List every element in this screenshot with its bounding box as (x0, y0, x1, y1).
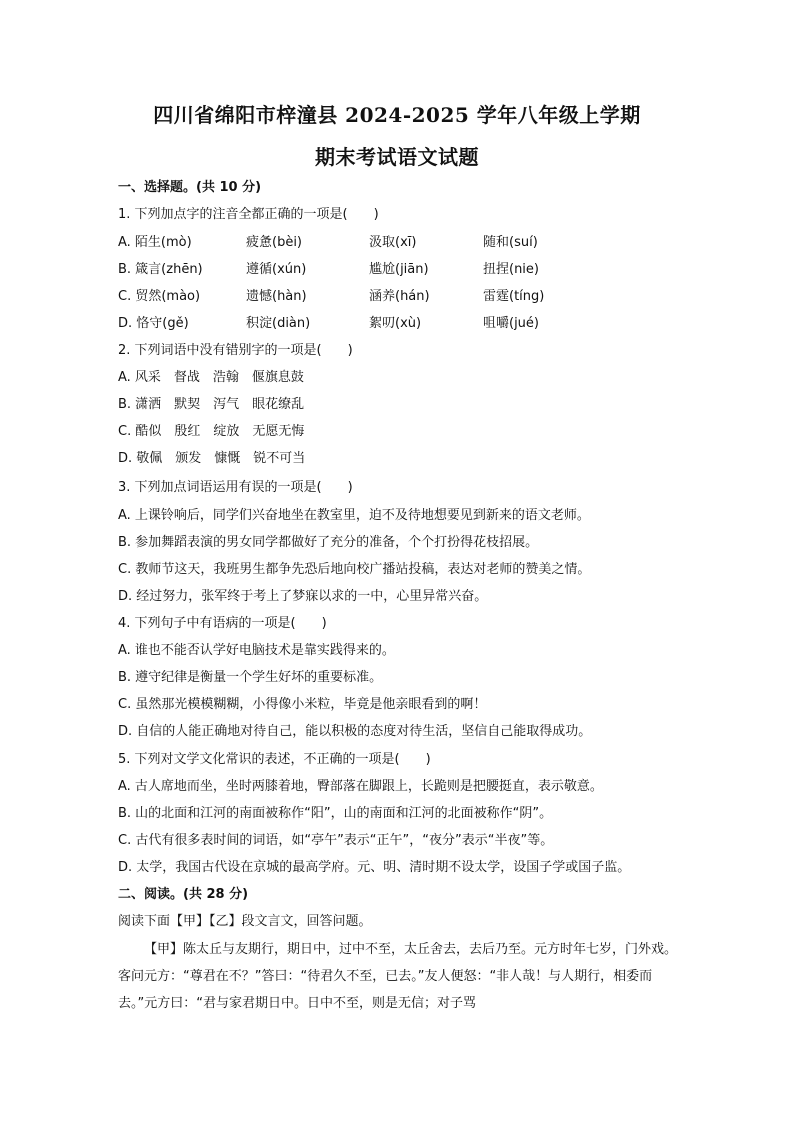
q5-option-a: A. 古人席地而坐，坐时两膝着地，臀部落在脚跟上，长跪则是把腰挺直，表示敬意。 (118, 779, 603, 794)
q2-option-c: C. 酷似 殷红 绽放 无愿无悔 (118, 424, 305, 439)
q4-option-d: D. 自信的人能正确地对待自己，能以积极的态度对待生活，坚信自己能取得成功。 (118, 724, 592, 739)
section2-heading: 二、阅读。(共 28 分) (118, 887, 249, 902)
q3-option-d: D. 经过努力，张军终于考上了梦寐以求的一中，心里异常兴奋。 (118, 589, 488, 604)
exam-title-line1: 四川省绵阳市梓潼县 2024-2025 学年八年级上学期 (153, 103, 641, 127)
classical-passage-jia: 【甲】陈太丘与友期行，期日中，过中不至，太丘舍去，去后乃至。元方时年七岁，门外戏。客问元方：“尊君在不？”答曰：“待君久不至，已去。”友人便怒：“非人哉！与人期行，相委而去。”元方曰：“君与家君期日中。日中不至，则是无信；对子骂 (118, 942, 678, 1011)
exam-title-line2: 期末考试语文试题 (315, 145, 479, 169)
q3-option-c: C. 教师节这天，我班男生都争先恐后地向校广播站投稿，表达对老师的赞美之情。 (118, 562, 591, 577)
q5-option-c: C. 古代有很多表时间的词语，如“亭午”表示“正午”，“夜分”表示“半夜”等。 (118, 833, 554, 848)
q4-option-a: A. 谁也不能否认学好电脑技术是靠实践得来的。 (118, 643, 395, 658)
q2-stem: 2. 下列词语中没有错别字的一项是( ) (118, 343, 353, 358)
q2-option-a: A. 风采 督战 浩翰 偃旗息鼓 (118, 370, 304, 385)
q2-option-b: B. 潇洒 默契 泻气 眼花缭乱 (118, 397, 305, 412)
q4-option-b: B. 遵守纪律是衡量一个学生好坏的重要标准。 (118, 670, 383, 685)
q3-stem: 3. 下列加点词语运用有误的一项是( ) (118, 480, 353, 495)
q2-option-d: D. 敬佩 颁发 慷慨 锐不可当 (118, 451, 306, 466)
section1-heading: 一、选择题。(共 10 分) (118, 180, 262, 195)
q5-stem: 5. 下列对文学文化常识的表述，不正确的一项是( ) (118, 752, 431, 767)
exam-page: 四川省绵阳市梓潼县 2024-2025 学年八年级上学期 期末考试语文试题 一、选择题。(共 10 分) 1. 下列加点字的注音全都正确的一项是( ) A. 陌生(mò) 疲惫(bèi) 汲取(xī) 随和(suí) B. 箴言(zhēn) 遵循(xún) 尴尬(jiān) 扭捏(nie) C. 贸然(mào) 遗憾(hàn) 涵养(hán) 雷霆(tíng) D. 恪守(gě) 积淀(diàn) 絮叨(xù) 咀嚼(jué) 2. 下列词语中没有错别字的一项是( ) A. 风采 督战 浩翰 偃旗息鼓 B. 潇洒 默契 泻气 眼花缭乱 C. 酷似 殷红 绽放 无愿无悔 D. 敬佩 颁发 慷慨 锐不可当 3. 下列加点词语运用有误的一项是( ) A. 上课铃响后，同学们兴奋地坐在教室里，迫不及待地想要见到新来的语文老师。 B. 参加舞蹈表演的男女同学都做好了充分的准备，个个打扮得花枝招展。 C. 教师节这天，我班男生都争先恐后地向校广播站投稿，表达对老师的赞美之情。 D. 经过努力，张军终于考上了梦寐以求的一中，心里异常兴奋。 4. 下列句子中有语病的一项是( ) A. 谁也不能否认学好电脑技术是靠实践得来的。 B. 遵守纪律是衡量一个学生好坏的重要标准。 C. 虽然那光模模糊糊，小得像小米粒，毕竟是他亲眼看到的啊！ D. 自信的人能正确地对待自己，能以积极的态度对待生活，坚信自己能取得成功。 5. 下列对文学文化常识的表述，不正确的一项是( ) A. 古人席地而坐，坐时两膝着地，臀部落在脚跟上，长跪则是把腰挺直，表示敬意。 B. 山的北面和江河的南面被称作“阳”，山的南面和江河的北面被称作“阴”。 C. 古代有很多表时间的词语，如“亭午”表示“正午”，“夜分”表示“半夜”等。 D. 太学，我国古代设在京城的最高学府。元、明、清时期不设太学，设国子学或国子监。 二、阅读。(共 28 分) 阅读下面【甲】【乙】段文言文，回答问题。 【甲】陈太丘与友期行，期日中，过中不至，太丘舍去，去后乃至。元方时年七岁，门外戏。客问元方：“尊君在不？”答曰：“待君久不至，已去。”友人便怒：“非人哉！与人期行，相委而去。”元方曰：“君与家君期日中。日中不至，则是无信；对子骂 (0, 0, 794, 1123)
q3-option-b: B. 参加舞蹈表演的男女同学都做好了充分的准备，个个打扮得花枝招展。 (118, 535, 539, 550)
reading-intro: 阅读下面【甲】【乙】段文言文，回答问题。 (118, 914, 372, 929)
q1-stem: 1. 下列加点字的注音全都正确的一项是( ) (118, 207, 379, 222)
q4-stem: 4. 下列句子中有语病的一项是( ) (118, 616, 327, 631)
q3-option-a: A. 上课铃响后，同学们兴奋地坐在教室里，迫不及待地想要见到新来的语文老师。 (118, 508, 590, 523)
q4-option-c: C. 虽然那光模模糊糊，小得像小米粒，毕竟是他亲眼看到的啊！ (118, 697, 487, 712)
q5-option-b: B. 山的北面和江河的南面被称作“阳”，山的南面和江河的北面被称作“阴”。 (118, 806, 553, 821)
q5-option-d: D. 太学，我国古代设在京城的最高学府。元、明、清时期不设太学，设国子学或国子监。 (118, 860, 631, 875)
